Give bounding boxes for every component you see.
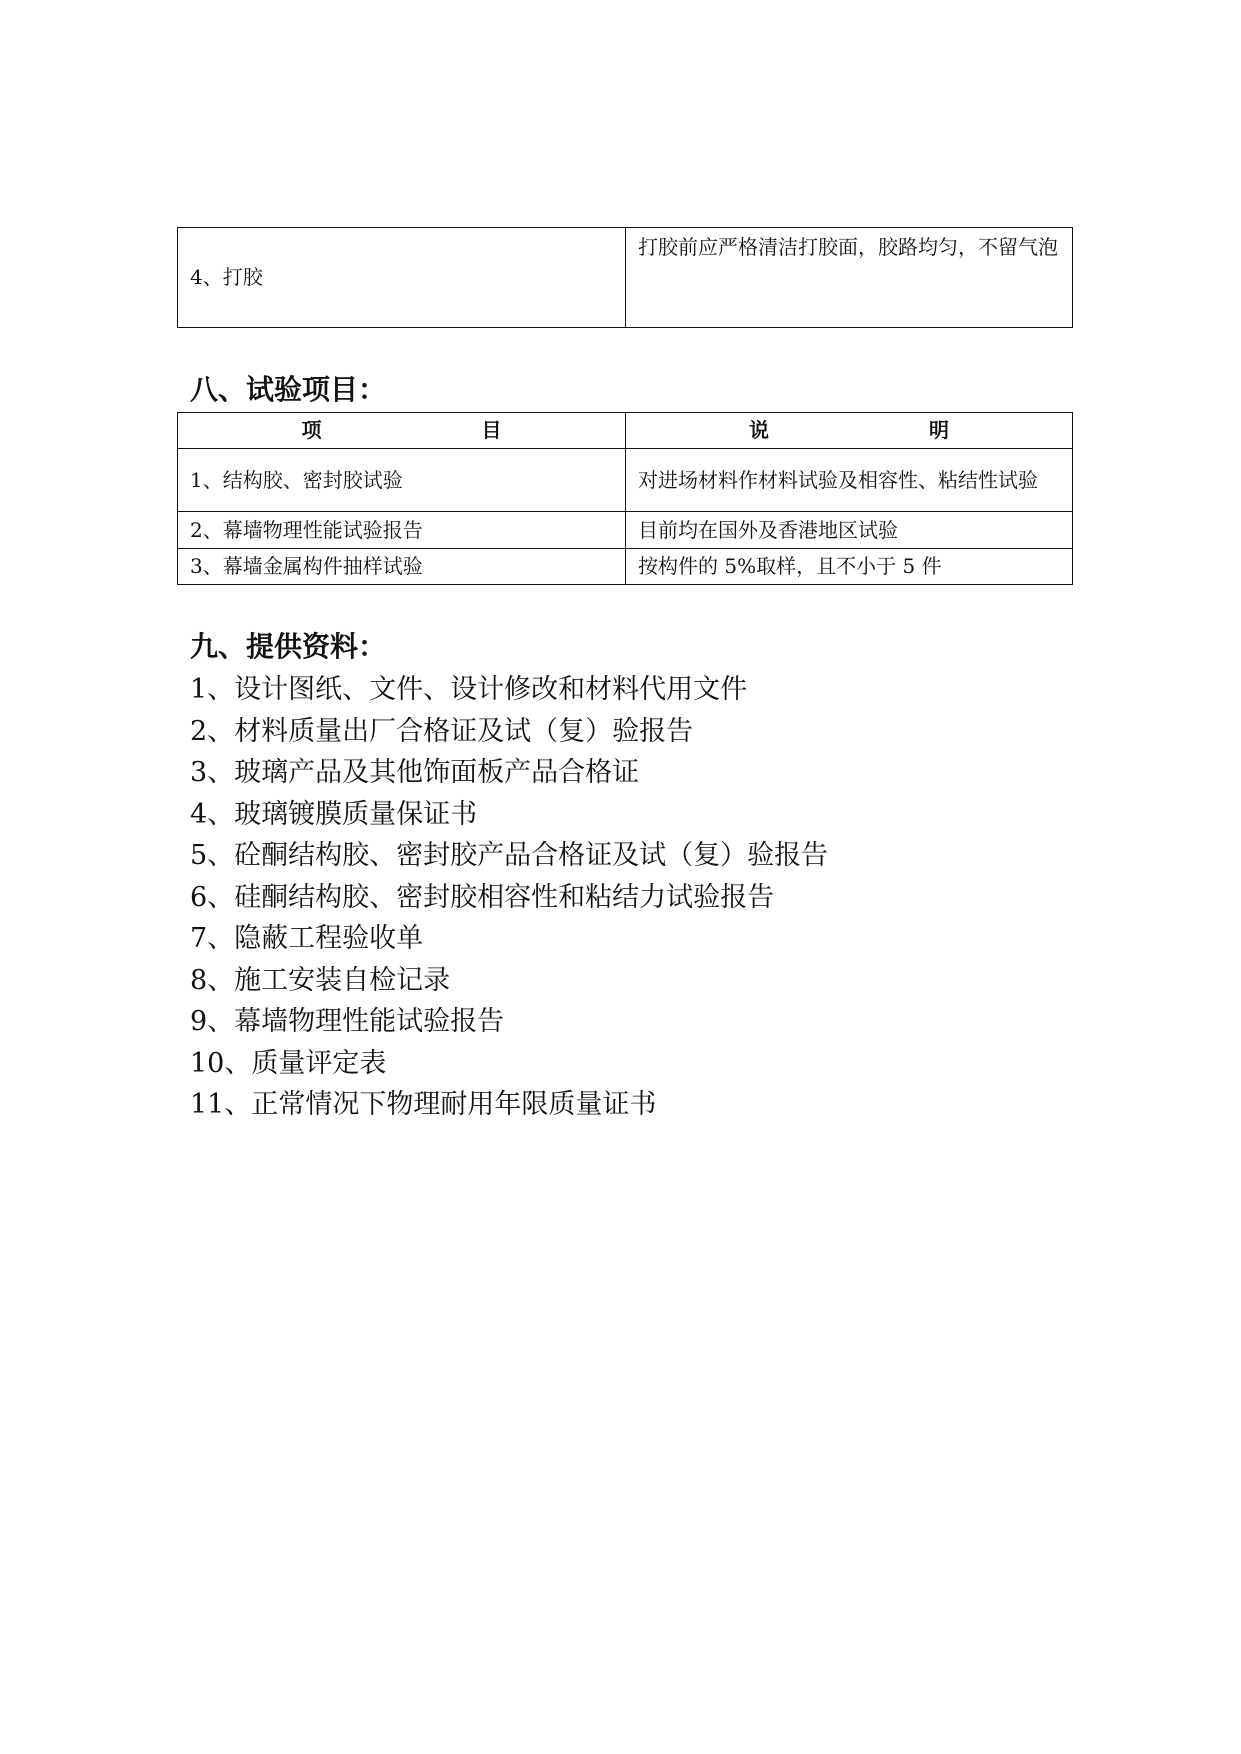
list-item: 3、玻璃产品及其他饰面板产品合格证 bbox=[190, 757, 640, 788]
section-heading-materials: 九、提供资料： bbox=[190, 630, 387, 663]
column-header-desc-char-1: 说 bbox=[749, 418, 769, 442]
list-item: 7、隐蔽工程验收单 bbox=[190, 923, 424, 954]
list-item: 8、施工安装自检记录 bbox=[190, 964, 451, 996]
table-header-row bbox=[178, 413, 1073, 449]
list-item: 11、正常情况下物理耐用年限质量证书 bbox=[190, 1089, 657, 1120]
table-row bbox=[178, 549, 1073, 585]
test-desc-cell: 对进场材料作材料试验及相容性、粘结性试验 bbox=[626, 449, 1073, 512]
column-header-desc bbox=[626, 413, 1073, 449]
column-header-item-char-1: 项 bbox=[301, 418, 322, 442]
list-item: 6、硅酮结构胶、密封胶相容性和粘结力试验报告 bbox=[190, 881, 775, 913]
list-item: 1、设计图纸、文件、设计修改和材料代用文件 bbox=[190, 674, 748, 705]
materials-list bbox=[190, 669, 828, 1126]
table-row bbox=[178, 512, 1073, 549]
test-item-cell: 1、结构胶、密封胶试验 bbox=[178, 449, 626, 512]
list-item: 5、砼酮结构胶、密封胶产品合格证及试（复）验报告 bbox=[190, 840, 829, 871]
test-desc-cell: 按构件的 5%取样，且不小于 5 件 bbox=[626, 549, 1073, 585]
construction-step-table bbox=[177, 227, 1073, 328]
list-item: 2、材料质量出厂合格证及试（复）验报告 bbox=[190, 715, 694, 747]
test-desc-cell: 目前均在国外及香港地区试验 bbox=[626, 512, 1073, 549]
column-header-item bbox=[178, 413, 626, 449]
table-row bbox=[178, 228, 1073, 328]
list-item: 9、幕墙物理性能试验报告 bbox=[190, 1006, 505, 1037]
test-item-cell: 3、幕墙金属构件抽样试验 bbox=[178, 549, 626, 585]
list-item: 10、质量评定表 bbox=[190, 1047, 387, 1079]
column-header-item-char-2: 目 bbox=[481, 418, 502, 442]
test-items-table bbox=[177, 412, 1073, 585]
table-row bbox=[178, 449, 1073, 512]
column-header-desc-char-2: 明 bbox=[929, 418, 949, 442]
step-desc-cell: 打胶前应严格清洁打胶面，胶路均匀，不留气泡 bbox=[626, 228, 1073, 328]
section-heading-tests: 八、试验项目： bbox=[190, 373, 387, 406]
list-item: 4、玻璃镀膜质量保证书 bbox=[190, 798, 478, 830]
test-item-cell: 2、幕墙物理性能试验报告 bbox=[178, 512, 626, 549]
step-item-cell: 4、打胶 bbox=[178, 228, 626, 328]
